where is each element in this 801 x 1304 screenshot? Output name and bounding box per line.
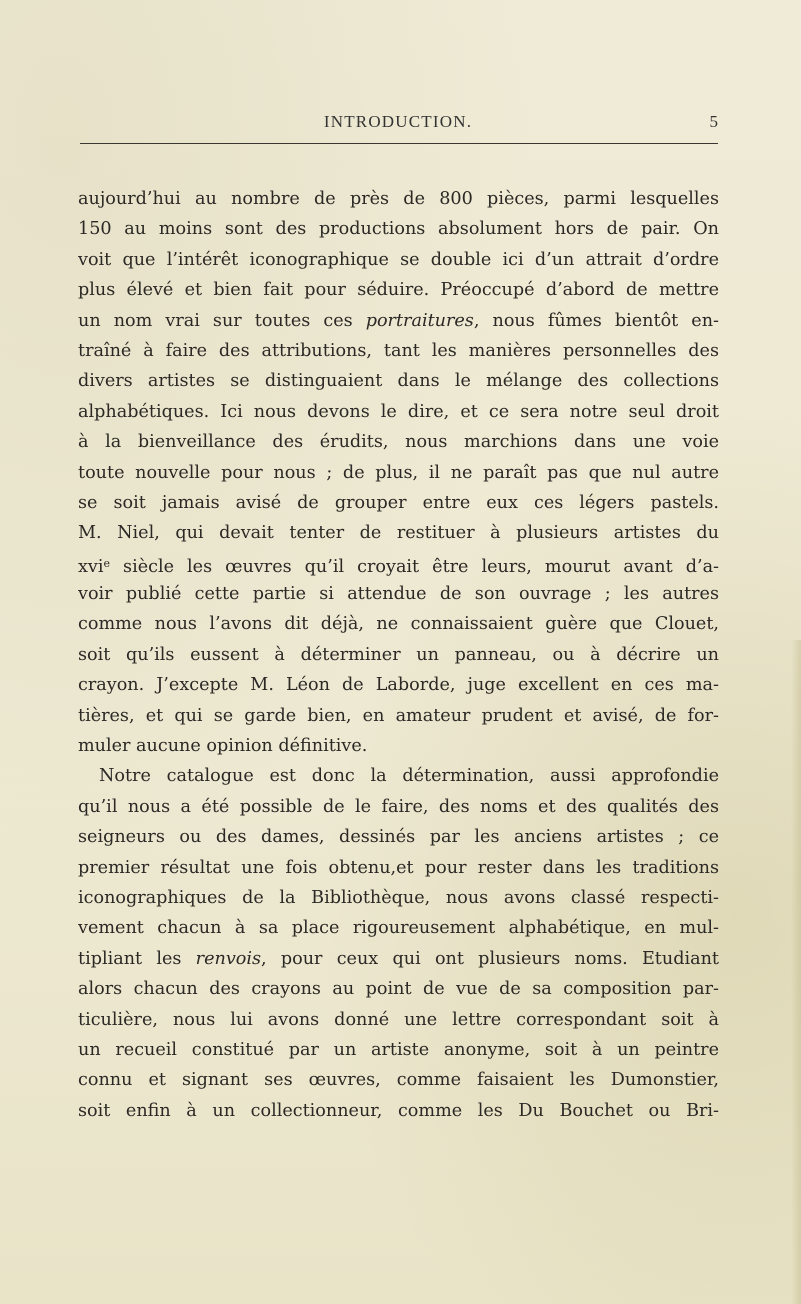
line-text: vement chacun à sa place rigoureusement alphabétique, en mul-	[78, 918, 719, 939]
line-text: un nom vrai sur toutes ces	[78, 310, 366, 331]
line-text: toute nouvelle pour nous ; de plus, il ne paraît pas que nul autre	[78, 462, 719, 483]
line-text: 150 au moins sont des productions absolument hors de pair. On	[78, 219, 719, 240]
italic-text: portraitures	[365, 310, 474, 331]
header-rule	[80, 143, 718, 144]
text-line	[78, 761, 719, 791]
text-line	[78, 944, 719, 974]
text-line	[78, 1005, 719, 1035]
text-line	[78, 488, 719, 518]
text-line	[78, 214, 719, 244]
text-line	[78, 670, 719, 700]
running-title: INTRODUCTION.	[323, 112, 473, 131]
line-text: un recueil constitué par un artiste anonyme, soit à un peintre	[78, 1039, 719, 1060]
text-line	[78, 701, 719, 731]
text-line	[78, 640, 719, 670]
line-text: soit enfin à un collectionneur, comme les Du Bouchet ou Bri-	[78, 1100, 719, 1121]
text-line	[78, 792, 719, 822]
line-text: divers artistes se distinguaient dans le mélange des collections	[78, 371, 719, 392]
text-line	[78, 579, 719, 609]
text-line	[78, 609, 719, 639]
page-number: 5	[709, 112, 718, 131]
line-text: plus élevé et bien fait pour séduire. Préoccupé d’abord de mettre	[78, 280, 719, 301]
text-line	[78, 306, 719, 336]
text-line	[78, 518, 719, 548]
text-line	[78, 731, 719, 761]
line-text: , nous fûmes bientôt en-	[473, 310, 719, 331]
line-text: seigneurs ou des dames, dessinés par les anciens artistes ; ce	[78, 827, 719, 848]
line-text: voit que l’intérêt iconographique se double ici d’un attrait d’ordre	[78, 249, 719, 270]
text-line	[78, 974, 719, 1004]
line-text: tipliant les	[78, 948, 196, 969]
line-text: , pour ceux qui ont plusieurs noms. Etudiant	[261, 948, 719, 969]
line-text: muler aucune opinion définitive.	[78, 736, 368, 757]
line-text: crayon. J’excepte M. Léon de Laborde, juge excellent en ces ma-	[78, 675, 719, 696]
line-text: qu’il nous a été possible de le faire, des noms et des qualités des	[78, 796, 719, 817]
line-text: premier résultat une fois obtenu,et pour rester dans les traditions	[78, 857, 719, 878]
line-text: xvi	[78, 556, 104, 577]
line-text: aujourd’hui au nombre de près de 800 pièces, parmi lesquelles	[78, 189, 719, 209]
text-line	[78, 458, 719, 488]
text-line	[78, 1065, 719, 1095]
line-text: M. Niel, qui devait tenter de restituer à plusieurs artistes du	[78, 523, 719, 544]
text-line	[78, 1096, 719, 1126]
running-head	[78, 112, 718, 136]
text-line	[78, 245, 719, 275]
text-line	[78, 336, 719, 366]
line-text: comme nous l’avons dit déjà, ne connaissaient guère que Clouet,	[78, 614, 719, 635]
text-line	[78, 913, 719, 943]
text-line	[78, 883, 719, 913]
text-line	[78, 822, 719, 852]
line-text: connu et signant ses œuvres, comme faisaient les Dumonstier,	[78, 1070, 719, 1091]
line-text: voir publié cette partie si attendue de son ouvrage ; les autres	[78, 584, 719, 605]
italic-text: renvois	[195, 948, 262, 969]
line-text: alphabétiques. Ici nous devons le dire, et ce sera notre seul droit	[78, 401, 719, 422]
text-line	[78, 549, 719, 579]
text-line	[78, 275, 719, 305]
line-text: traîné à faire des attributions, tant les manières personnelles des	[78, 340, 719, 361]
text-line	[78, 853, 719, 883]
text-line	[78, 184, 719, 214]
line-text: Notre catalogue est donc la détermination, aussi approfondie	[99, 766, 719, 787]
line-text: siècle les œuvres qu’il croyait être leurs, mourut avant d’a-	[110, 556, 719, 577]
line-text: soit qu’ils eussent à déterminer un panneau, ou à décrire un	[78, 644, 719, 665]
text-line	[78, 1035, 719, 1065]
line-text: ticulière, nous lui avons donné une lettre correspondant soit à	[78, 1009, 719, 1030]
text-line	[78, 397, 719, 427]
superscript-text: e	[103, 556, 111, 570]
body-text	[78, 184, 719, 1126]
page-edge-shadow	[791, 640, 801, 1304]
line-text: à la bienveillance des érudits, nous marchions dans une voie	[78, 432, 719, 453]
line-text: alors chacun des crayons au point de vue de sa composition par-	[78, 979, 719, 1000]
line-text: tières, et qui se garde bien, en amateur prudent et avisé, de for-	[78, 705, 719, 726]
text-line	[78, 366, 719, 396]
text-line	[78, 427, 719, 457]
line-text: iconographiques de la Bibliothèque, nous avons classé respecti-	[78, 887, 719, 908]
line-text: se soit jamais avisé de grouper entre eux ces légers pastels.	[78, 492, 719, 513]
